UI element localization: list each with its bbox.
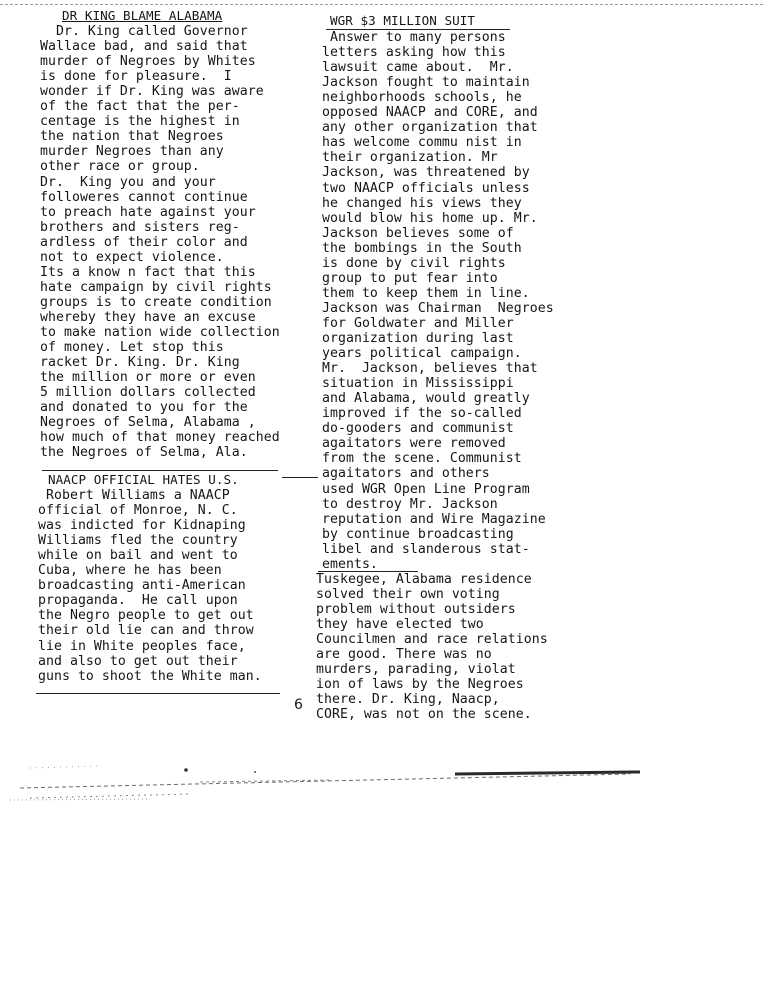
text-line: of money. Let stop this <box>40 340 224 356</box>
article-heading: DR KING BLAME ALABAMA <box>62 8 223 23</box>
text-line: centage is the highest in <box>40 114 240 130</box>
text-line: Councilmen and race relations <box>316 632 548 648</box>
text-line: wonder if Dr. King was aware <box>40 84 264 100</box>
section-divider <box>42 470 278 471</box>
text-line: Jackson believes some of <box>322 225 514 241</box>
article-heading: NAACP OFFICIAL HATES U.S. <box>48 472 239 487</box>
text-line: years political campaign. <box>322 346 522 362</box>
text-line: has welcome commu nist in <box>322 135 522 151</box>
text-line: they have elected two <box>316 617 484 633</box>
text-line: to make nation wide collection <box>40 325 280 340</box>
text-line: was indicted for Kidnaping <box>38 518 246 534</box>
text-line: racket Dr. King. Dr. King <box>40 355 240 371</box>
text-line: organization during last <box>322 331 514 346</box>
text-line: by continue broadcasting <box>322 526 514 542</box>
top-scan-edge <box>0 4 763 5</box>
text-line: how much of that money reached <box>40 430 280 446</box>
text-line: Tuskegee, Alabama residence <box>316 572 532 587</box>
text-line: opposed NAACP and CORE, and <box>322 105 538 121</box>
text-line: the Negroes of Selma, Ala. <box>40 445 248 461</box>
text-line: reputation and Wire Magazine <box>322 511 546 527</box>
text-line: to preach hate against your <box>40 204 256 220</box>
text-line: situation in Mississippi <box>322 376 514 392</box>
text-line: ion of laws by the Negroes <box>316 677 524 693</box>
text-line: the nation that Negroes <box>40 129 224 145</box>
text-line: lie in White peoples face, <box>38 638 246 654</box>
text-line: do-gooders and communist <box>322 421 514 437</box>
text-line: guns to shoot the White man. <box>38 668 262 684</box>
text-line: lawsuit came about. Mr. <box>322 60 514 76</box>
article-heading: WGR $3 MILLION SUIT <box>330 13 476 28</box>
text-line: them to keep them in line. <box>322 285 530 301</box>
text-line: murder of Negroes by Whites <box>40 54 256 70</box>
text-line: Robert Williams a NAACP <box>38 488 230 503</box>
section-divider <box>282 477 318 478</box>
text-line: and donated to you for the <box>40 400 248 416</box>
text-line: broadcasting anti-American <box>38 578 246 594</box>
section-divider <box>36 693 280 694</box>
text-line: Jackson fought to maintain <box>322 75 530 91</box>
text-line: improved if the so-called <box>322 406 522 422</box>
text-line: solved their own voting <box>316 587 500 603</box>
text-line: their old lie can and throw <box>38 623 254 639</box>
text-line: from the scene. Communist <box>322 451 522 467</box>
text-line: Mr. Jackson, believes that <box>322 361 538 377</box>
text-line: libel and slanderous stat- <box>322 541 530 557</box>
text-line: Dr. King called Governor <box>40 24 248 39</box>
text-line: Jackson was Chairman Negroes <box>322 300 554 316</box>
text-line: are good. There was no <box>316 647 492 663</box>
text-line: of the fact that the per- <box>40 99 240 115</box>
text-line: for Goldwater and Miller <box>322 315 514 331</box>
text-line: 5 million dollars collected <box>40 385 256 401</box>
text-line: Jackson, was threatened by <box>322 165 530 181</box>
text-line: followeres cannot continue <box>40 189 248 205</box>
text-line: other race or group. <box>40 159 200 175</box>
text-line: murder Negroes than any <box>40 144 224 160</box>
text-line: whereby they have an excuse <box>40 309 256 325</box>
text-line: there. Dr. King, Naacp, <box>316 692 500 708</box>
text-line: murders, parading, violat <box>316 662 516 678</box>
text-line: ements. <box>322 556 378 572</box>
text-line: agaitators were removed <box>322 436 506 452</box>
text-line: hate campaign by civil rights <box>40 279 272 295</box>
text-line: letters asking how this <box>322 45 506 61</box>
text-line: Cuba, where he has been <box>38 563 222 579</box>
text-line: Answer to many persons <box>322 30 506 45</box>
text-line: Negroes of Selma, Alabama , <box>40 415 256 431</box>
text-line: official of Monroe, N. C. <box>38 503 238 519</box>
text-line: any other organization that <box>322 120 538 136</box>
text-line: the Negro people to get out <box>38 608 254 624</box>
text-line: the bombings in the South <box>322 240 522 256</box>
text-line: he changed his views they <box>322 195 522 211</box>
text-line: CORE, was not on the scene. <box>316 707 532 723</box>
text-line: would blow his home up. Mr. <box>322 210 538 226</box>
text-line: ardless of their color and <box>40 234 248 250</box>
text-line: Williams fled the country <box>38 533 238 549</box>
text-line: two NAACP officials unless <box>322 180 530 196</box>
text-line: their organization. Mr <box>322 150 498 166</box>
text-line: brothers and sisters reg- <box>40 219 240 235</box>
text-line: propaganda. He call upon <box>38 593 238 609</box>
text-line: Its a know n fact that this <box>40 264 256 280</box>
text-line: not to expect violence. <box>40 249 224 265</box>
text-line: the million or more or even <box>40 370 256 386</box>
text-line: is done for pleasure. I <box>40 69 232 85</box>
text-line: and Alabama, would greatly <box>322 391 530 407</box>
text-line: groups is to create condition <box>40 294 272 310</box>
text-line: Wallace bad, and said that <box>40 39 248 55</box>
text-line: Dr. King you and your <box>40 174 216 190</box>
text-line: to destroy Mr. Jackson <box>322 496 498 512</box>
scan-artifact <box>0 760 763 810</box>
text-line: while on bail and went to <box>38 548 238 564</box>
text-line: and also to get out their <box>38 653 238 669</box>
text-line: agaitators and others <box>322 466 490 482</box>
page-number: 6 <box>294 697 303 713</box>
text-line: neighborhoods schools, he <box>322 90 522 106</box>
text-line: problem without outsiders <box>316 602 516 618</box>
text-line: is done by civil rights <box>322 255 506 271</box>
text-line: used WGR Open Line Program <box>322 481 530 497</box>
text-line: group to put fear into <box>322 270 498 286</box>
